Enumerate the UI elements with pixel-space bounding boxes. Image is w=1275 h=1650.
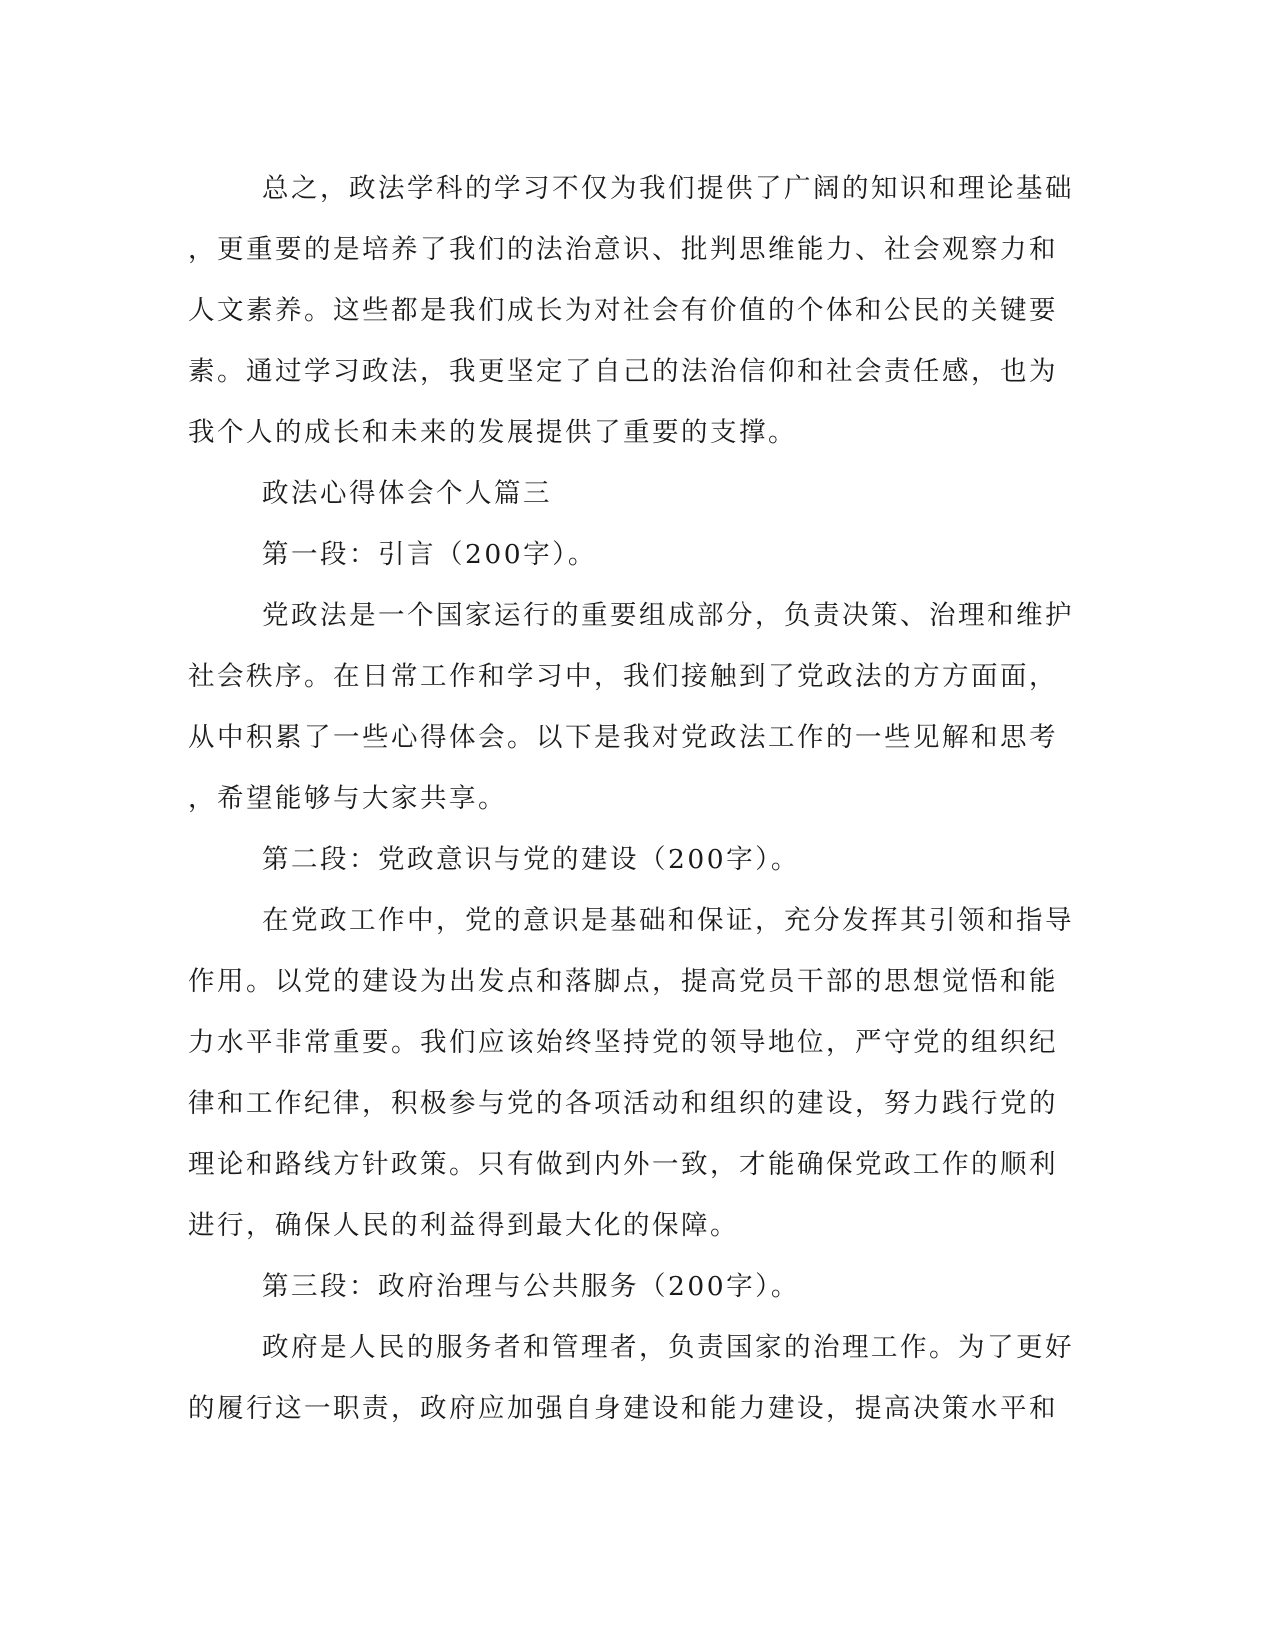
document-body xyxy=(188,158,1074,1439)
text-line: 进行，确保人民的利益得到最大化的保障。 xyxy=(188,1210,739,1241)
text-line: 作用。以党的建设为出发点和落脚点，提高党员干部的思想觉悟和能 xyxy=(188,966,1058,997)
text-line: 政法心得体会个人篇三 xyxy=(262,478,552,509)
text-line: 总之，政法学科的学习不仅为我们提供了广阔的知识和理论基础 xyxy=(262,173,1074,204)
text-line: ，希望能够与大家共享。 xyxy=(188,783,507,814)
text-line: 从中积累了一些心得体会。以下是我对党政法工作的一些见解和思考 xyxy=(188,722,1058,753)
text-line: ，更重要的是培养了我们的法治意识、批判思维能力、社会观察力和 xyxy=(188,234,1058,265)
text-line: 理论和路线方针政策。只有做到内外一致，才能确保党政工作的顺利 xyxy=(188,1149,1058,1180)
text-line: 我个人的成长和未来的发展提供了重要的支撑。 xyxy=(188,417,797,448)
text-line: 政府是人民的服务者和管理者，负责国家的治理工作。为了更好 xyxy=(262,1332,1074,1363)
text-line: 党政法是一个国家运行的重要组成部分，负责决策、治理和维护 xyxy=(262,600,1074,631)
text-line: 素。通过学习政法，我更坚定了自己的法治信仰和社会责任感，也为 xyxy=(188,356,1058,387)
text-line: 第一段：引言（200字）。 xyxy=(262,539,597,570)
text-line: 律和工作纪律，积极参与党的各项活动和组织的建设，努力践行党的 xyxy=(188,1088,1058,1119)
text-line: 人文素养。这些都是我们成长为对社会有价值的个体和公民的关键要 xyxy=(188,295,1058,326)
text-line: 第三段：政府治理与公共服务（200字）。 xyxy=(262,1271,800,1302)
text-line: 社会秩序。在日常工作和学习中，我们接触到了党政法的方方面面， xyxy=(188,661,1058,692)
text-line: 第二段：党政意识与党的建设（200字）。 xyxy=(262,844,800,875)
text-line: 在党政工作中，党的意识是基础和保证，充分发挥其引领和指导 xyxy=(262,905,1074,936)
text-line: 的履行这一职责，政府应加强自身建设和能力建设，提高决策水平和 xyxy=(188,1393,1058,1424)
text-line: 力水平非常重要。我们应该始终坚持党的领导地位，严守党的组织纪 xyxy=(188,1027,1058,1058)
